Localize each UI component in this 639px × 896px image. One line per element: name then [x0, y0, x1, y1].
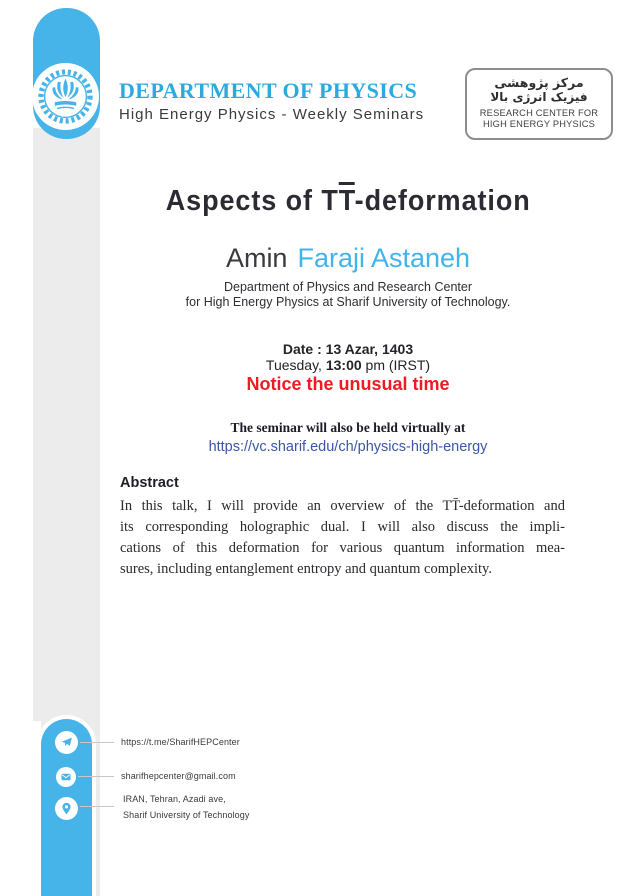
abstract-body — [120, 496, 565, 580]
address-connector-line — [80, 806, 114, 807]
affiliation-line1: Department of Physics and Research Center — [223, 280, 473, 294]
research-center-english-line2: HIGH ENERGY PHYSICS — [482, 118, 596, 129]
address-line2: Sharif University of Technology — [123, 810, 250, 820]
speaker-last-name: Faraji Astaneh — [297, 243, 471, 273]
telegram-link[interactable]: https://t.me/SharifHEPCenter — [121, 737, 240, 747]
seminar-title-pre: Aspects of T — [165, 185, 339, 217]
time-line — [96, 357, 600, 373]
time-suffix: pm (IRST) — [361, 357, 431, 373]
envelope-glyph — [60, 771, 72, 783]
unusual-time-notice: Notice the unusual time — [246, 374, 450, 394]
speaker-affiliation — [96, 280, 600, 309]
telegram-connector-line — [80, 742, 114, 743]
sharif-university-logo — [32, 63, 99, 130]
email-icon — [56, 767, 76, 787]
seminar-title-t-overline: $\overline{T}$ — [338, 185, 355, 217]
email-link[interactable]: sharifhepcenter@gmail.com — [121, 771, 236, 781]
location-pin-glyph — [60, 802, 73, 815]
seminar-title-post: -deformation — [354, 185, 531, 217]
address-line1: IRAN, Tehran, Azadi ave, — [123, 794, 226, 804]
speaker-name — [96, 243, 600, 274]
time-value: 13:00 — [325, 357, 362, 373]
abstract-line: its corresponding holographic dual. I will also discuss the impli- — [120, 519, 565, 535]
seminar-title — [96, 185, 600, 218]
virtual-attendance-block — [96, 420, 600, 455]
affiliation-line2: for High Energy Physics at Sharif University of Technology. — [185, 294, 511, 309]
abstract-heading: Abstract — [120, 475, 179, 491]
research-center-persian-line2: فیزیک انرژی بالا — [490, 90, 588, 104]
sharif-university-emblem-icon — [37, 68, 94, 125]
department-title: DEPARTMENT OF PHYSICS — [119, 78, 418, 103]
telegram-icon — [55, 731, 78, 754]
telegram-plane-glyph — [60, 736, 73, 749]
virtual-note: The seminar will also be held virtually at — [230, 420, 466, 435]
abstract-line: In this talk, I will provide an overview of the TT̄-deformation and — [120, 498, 565, 514]
virtual-meeting-link[interactable]: https://vc.sharif.edu/ch/physics-high-energy — [208, 439, 488, 455]
abstract-section — [120, 475, 565, 580]
department-subtitle: High Energy Physics - Weekly Seminars — [119, 106, 425, 123]
location-pin-icon — [55, 797, 78, 820]
address-text — [123, 791, 250, 823]
research-center-box — [465, 68, 613, 140]
time-prefix: Tuesday, — [265, 357, 326, 373]
abstract-line: sures, including entanglement entropy and quantum complexity. — [120, 561, 492, 577]
email-connector-line — [78, 776, 114, 777]
date-time-block — [96, 341, 600, 395]
date-line: Date : 13 Azar, 1403 — [282, 341, 414, 357]
research-center-persian-line1: مرکز پژوهشی — [494, 75, 584, 90]
research-center-english-line1: RESEARCH CENTER FOR — [479, 108, 599, 118]
abstract-line: cations of this deformation for various quantum information mea- — [120, 540, 565, 556]
speaker-first-name: Amin — [225, 243, 288, 273]
pill-white-gap — [33, 721, 41, 896]
